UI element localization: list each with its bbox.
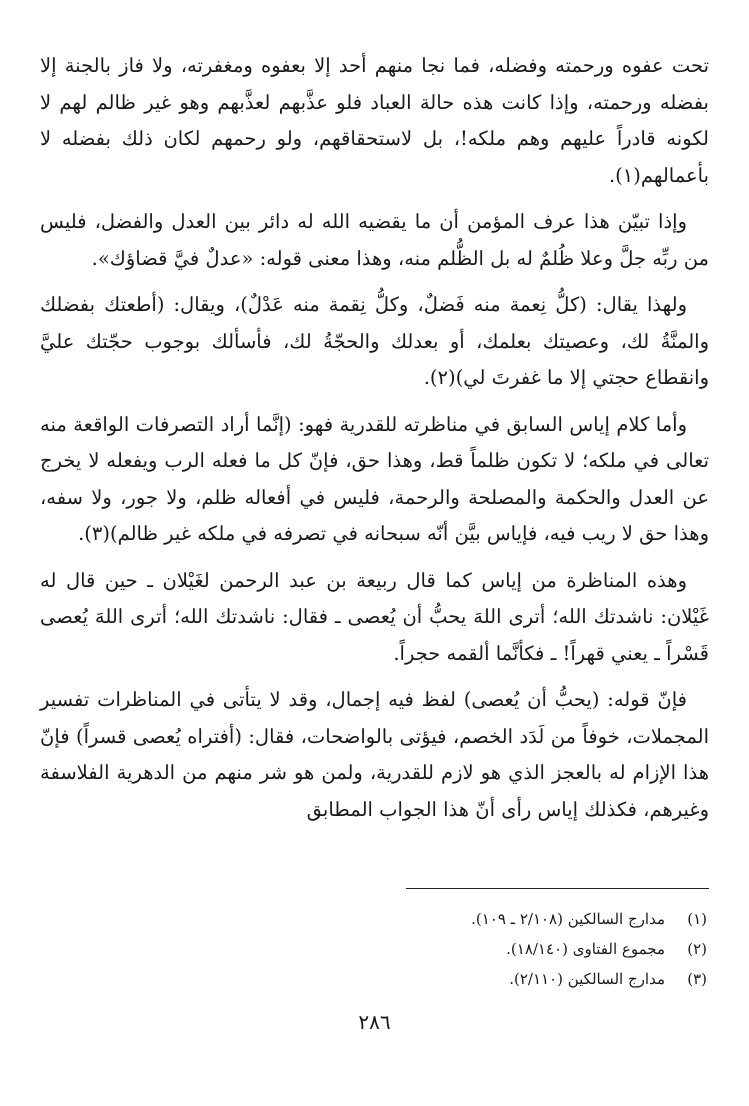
page-number: ٢٨٦: [358, 1010, 391, 1034]
paragraph: وأما كلام إياس السابق في مناظرته للقدرية فهو: (إنَّما أراد التصرفات الواقعة منه تعالى في ملكه؛ لا تكون ظلماً قط، وهذا حق، فإنّ كل ما فعله الرب ويفعله لا يخرج عن العدل والحكمة والمصلحة والرحمة، فليس في أفعاله ظلم، ولا جور، ولا سفه، وهذا حق لا ريب فيه، فإياس بيَّن أنّه سبحانه في تصرفه في ملكه غير ظالم)(٣).: [40, 412, 709, 545]
footnote-number: (٢): [687, 940, 707, 958]
footnote-item: [207, 934, 707, 964]
footnote-text: مدارج السالكين (٢/١٠٨ ـ ١٠٩).: [471, 910, 665, 928]
footnote-number: (١): [687, 910, 707, 928]
paragraph: وهذه المناظرة من إياس كما قال ربيعة بن عبد الرحمن لغَيْلان ـ حين قال له غَيْلان: ناشدتك الله؛ أترى اللهَ يحبُّ أن يُعصى ـ فقال: ناشدتك الله؛ أترى اللهَ يُعصى قَسْراً ـ يعني قهراً! ـ فكأنَّما ألقمه حجراً.: [40, 568, 709, 665]
footnote-divider: [406, 888, 709, 889]
footnotes: [207, 904, 707, 994]
footnote-text: مجموع الفتاوى (١٨/١٤٠).: [506, 940, 665, 958]
paragraph: ولهذا يقال: (كلُّ نِعمة منه فَضلٌ، وكلُّ نِقمة منه عَدْلٌ)، ويقال: (أطعتك بفضلك والمنَّةُ لك، وعصيتك بعلمك، أو بعدلك والحجّةُ لك، فأسألك بوجوب حجّتك عليَّ وانقطاع حجتي إلا ما غفرتَ لي)(٢).: [40, 293, 709, 389]
footnote-text: مدارج السالكين (٢/١١٠).: [509, 970, 665, 988]
footnote-item: [207, 904, 707, 934]
footnote-item: [207, 964, 707, 994]
page-body: [40, 48, 709, 838]
paragraph: وإذا تبيّن هذا عرف المؤمن أن ما يقضيه الله له دائر بين العدل والفضل، فليس من ربِّه جلَّ وعلا ظُلمٌ له بل الظُّلم منه، وهذا معنى قوله: «عدلٌ فيَّ قضاؤك».: [40, 210, 709, 270]
footnote-number: (٣): [687, 970, 707, 988]
paragraph: فإنّ قوله: (يحبُّ أن يُعصى) لفظ فيه إجمال، وقد لا يتأتى في المناظرات تفسير المجملات، خوفاً من لَدَد الخصم، فيؤتى بالواضحات، فقال: (أفتراه يُعصى قسراً) فإنّ هذا الإزام له بالعجز الذي هو لازم للقدرية، ولمن هو شر منهم من الدهرية الفلاسفة وغيرهم، فكذلك إياس رأى أنّ هذا الجواب المطابق: [40, 688, 709, 821]
paragraph: تحت عفوه ورحمته وفضله، فما نجا منهم أحد إلا بعفوه ومغفرته، ولا فاز بالجنة إلا بفضله ورحمته، وإذا كانت هذه حالة العباد فلو عذَّبهم لعذَّبهم وهو غير ظالم لهم لا لكونه قادراً عليهم وهم ملكه!، بل لاستحقاقهم، ولو رحمهم لكان ذلك بفضله لا بأعمالهم(١).: [40, 54, 709, 187]
